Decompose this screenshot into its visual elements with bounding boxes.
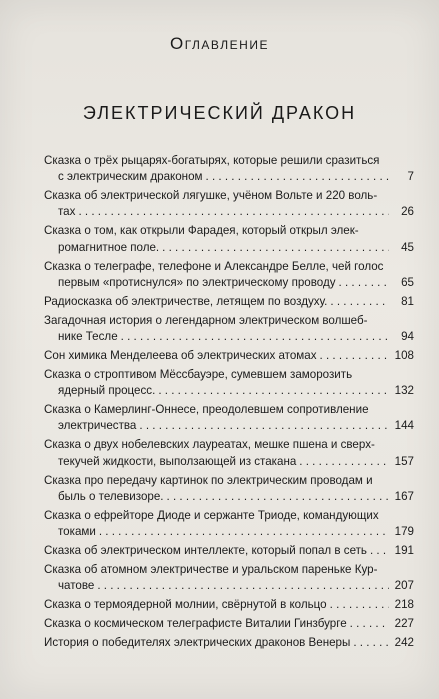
toc-entry-text: Сказка о двух нобелевских лауреатах, мешке пшена и сверх- bbox=[44, 438, 375, 452]
toc-entry-text: Сказка об атомном электричестве и уральском пареньке Кур- bbox=[44, 563, 378, 577]
toc-page-number: 65 bbox=[401, 275, 414, 289]
toc-entry[interactable] bbox=[44, 543, 414, 559]
dot-leader bbox=[330, 294, 389, 310]
dot-leader bbox=[167, 489, 389, 505]
toc-entry-text: Сказка об электрической лягушке, учёном Вольте и 220 воль- bbox=[44, 189, 378, 203]
toc-entry-text: тах bbox=[58, 205, 76, 219]
toc-page-number: 218 bbox=[394, 598, 414, 612]
toc-entry[interactable] bbox=[44, 473, 414, 505]
toc-entry-text: электричества bbox=[58, 419, 137, 433]
toc-page-number: 81 bbox=[401, 294, 414, 308]
toc-entry[interactable] bbox=[44, 616, 414, 632]
toc-entry-text: Сказка про передачу картинок по электрическим проводам и bbox=[44, 473, 373, 487]
toc-entry-text: Сказка об электрическом интеллекте, который попал в сеть bbox=[44, 544, 367, 558]
toc-entry[interactable] bbox=[44, 597, 414, 613]
toc-entry-text: Сказка о термоядерной молнии, свёрнутой в кольцо bbox=[44, 598, 327, 612]
section-title: ЭЛЕКТРИЧЕСКИЙ ДРАКОН bbox=[82, 103, 357, 123]
toc-entry[interactable] bbox=[44, 508, 414, 540]
toc-page-number: 7 bbox=[407, 170, 414, 184]
toc-entry[interactable] bbox=[44, 313, 414, 345]
dot-leader bbox=[370, 543, 389, 559]
dot-leader bbox=[158, 383, 389, 399]
toc-page-number: 132 bbox=[394, 384, 414, 398]
toc-entry[interactable] bbox=[44, 562, 414, 594]
dot-leader bbox=[162, 240, 389, 256]
toc-page-number: 108 bbox=[394, 349, 414, 363]
toc-entry-text: Загадочная история о легендарном электрическом волшеб- bbox=[44, 313, 368, 327]
toc-entry-text: Сказка о телеграфе, телефоне и Александре Белле, чей голос bbox=[44, 259, 384, 273]
toc-entry-text: История о победителях электрических драконов Венеры bbox=[44, 636, 351, 650]
toc-entry[interactable] bbox=[44, 348, 414, 364]
toc-entry-text: токами bbox=[58, 525, 96, 539]
toc-entry[interactable] bbox=[44, 188, 414, 220]
dot-leader bbox=[99, 524, 389, 540]
toc-entry-text: Радиосказка об электричестве, летящем по воздуху. bbox=[44, 294, 328, 308]
dot-leader bbox=[353, 635, 389, 651]
toc-entry-text: чатове bbox=[58, 579, 95, 593]
dot-leader bbox=[339, 275, 389, 291]
toc-page-number: 242 bbox=[394, 636, 414, 650]
toc-entry[interactable] bbox=[44, 153, 414, 185]
toc-entry-text: быль о телевизоре. bbox=[58, 489, 164, 503]
toc-entry[interactable] bbox=[44, 294, 414, 310]
dot-leader bbox=[350, 616, 389, 632]
toc-entry-text: ядерный процесс. bbox=[58, 384, 156, 398]
toc-entry[interactable] bbox=[44, 223, 414, 255]
dot-leader bbox=[206, 169, 390, 185]
toc-page-number: 167 bbox=[394, 489, 414, 503]
dot-leader bbox=[78, 204, 389, 220]
toc-entry-text: Сказка о космическом телеграфисте Виталии Гинзбурге bbox=[44, 617, 347, 631]
toc-page-number: 191 bbox=[394, 544, 414, 558]
dot-leader bbox=[139, 418, 389, 434]
table-of-contents bbox=[44, 153, 414, 654]
toc-page-number: 157 bbox=[394, 454, 414, 468]
toc-entry[interactable] bbox=[44, 437, 414, 469]
toc-page-number: 179 bbox=[394, 525, 414, 539]
toc-entry-text: Сказка о трёх рыцарях-богатырях, которые решили сразиться bbox=[44, 154, 380, 167]
toc-entry-text: с электрическим драконом bbox=[58, 170, 203, 184]
toc-page-number: 144 bbox=[394, 419, 414, 433]
toc-page-number: 94 bbox=[401, 330, 414, 344]
toc-page-number: 45 bbox=[401, 240, 414, 254]
toc-entry[interactable] bbox=[44, 367, 414, 399]
toc-page-number: 207 bbox=[394, 579, 414, 593]
toc-entry[interactable] bbox=[44, 402, 414, 434]
toc-entry[interactable] bbox=[44, 259, 414, 291]
toc-entry-text: Сказка о том, как открыли Фарадея, который открыл элек- bbox=[44, 224, 359, 238]
dot-leader bbox=[320, 348, 390, 364]
dot-leader bbox=[330, 597, 389, 613]
toc-entry-text: нике Тесле bbox=[58, 330, 118, 344]
toc-entry-text: текучей жидкости, выползающей из стакана bbox=[58, 454, 297, 468]
dot-leader bbox=[121, 329, 389, 345]
toc-entry-text: ромагнитное поле. bbox=[58, 240, 160, 254]
toc-page-number: 26 bbox=[401, 205, 414, 219]
page-title: Оглавление bbox=[170, 34, 269, 53]
toc-entry-text: Сказка о строптивом Мёссбауэре, сумевшем заморозить bbox=[44, 368, 353, 382]
toc-entry-text: Сказка о Камерлинг-Оннесе, преодолевшем сопротивление bbox=[44, 403, 369, 417]
toc-entry-text: Сказка о ефрейторе Диоде и сержанте Триоде, командующих bbox=[44, 508, 379, 522]
dot-leader bbox=[299, 454, 389, 470]
dot-leader bbox=[97, 578, 389, 594]
toc-page-number: 227 bbox=[394, 617, 414, 631]
toc-entry[interactable] bbox=[44, 635, 414, 651]
toc-entry-text: первым «протиснулся» по электрическому проводу bbox=[58, 275, 336, 289]
toc-entry-text: Сон химика Менделеева об электрических атомах bbox=[44, 349, 317, 363]
